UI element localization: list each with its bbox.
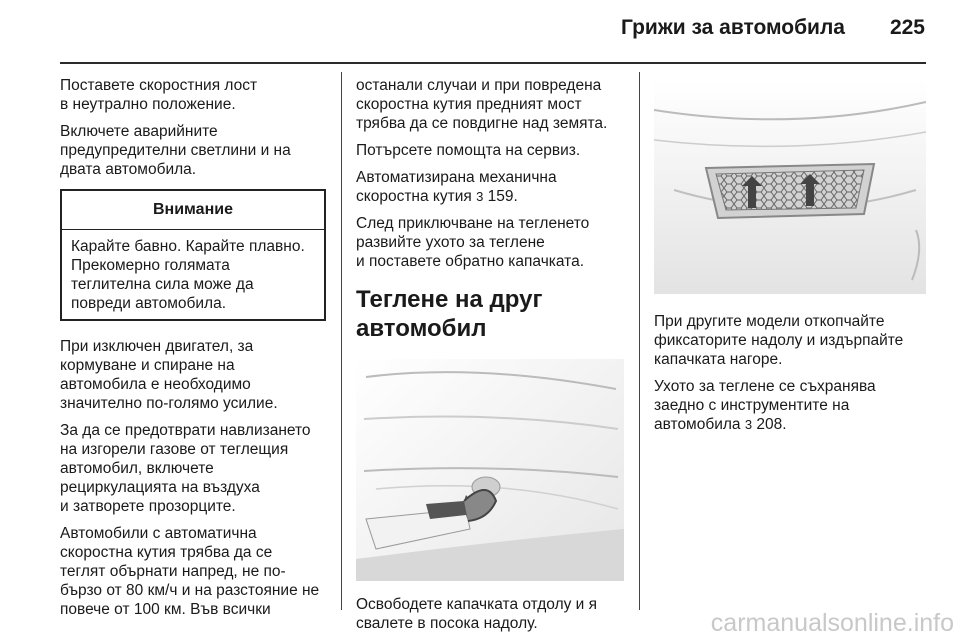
column-divider-1	[341, 72, 342, 610]
paragraph: Потърсете помощта на сервиз.	[356, 142, 581, 159]
column-1	[60, 76, 326, 627]
paragraph-text: Автоматизирана механична скоростна кутия	[356, 169, 557, 205]
column-divider-2	[639, 72, 640, 610]
paragraph-with-reference	[356, 168, 624, 206]
page-header-title: Грижи за автомобила	[620, 16, 845, 39]
paragraph: останали случаи и при повредена скоростна кутия предният мост трябва да се повдигне над земята.	[356, 77, 608, 132]
watermark: carmanualsonline.info	[710, 609, 954, 637]
warning-title: Внимание	[62, 191, 324, 230]
header-divider	[60, 62, 926, 64]
paragraph: При изключен двигател, за кормуване и спиране на автомобила е необходимо значително по-голямо усилие.	[60, 338, 278, 412]
paragraph: При другите модели откопчайте фиксаторите надолу и издърпайте капачката нагоре.	[654, 313, 904, 368]
paragraph: Автомобили с автоматична скоростна кутия трябва да се теглят обърнати напред, не по- бързо от 80 км/ч и на разстояние не повече от 100 км. Във всички	[60, 525, 320, 618]
warning-body: Карайте бавно. Карайте плавно. Прекомерно голямата теглителна сила може да повреди автомобила.	[71, 238, 305, 312]
paragraph-text: Ухото за теглене се съхранява заедно с инструментите на автомобила	[654, 378, 876, 433]
tow-eye-cover-illustration	[356, 359, 624, 581]
paragraph: За да се предотврати навлизането на изгорели газове от теглещия автомобил, включете рециркулацията на въздуха и затворете прозорците.	[60, 422, 311, 515]
section-heading: Теглене на друг автомобил	[356, 286, 543, 342]
page-reference-icon: 3	[744, 417, 753, 432]
figure-caption: Освободете капачката отдолу и я свалете в посока надолу.	[356, 596, 598, 632]
paragraph-with-reference	[654, 377, 926, 434]
paragraph: Включете аварийните предупредителни светлини и на двата автомобила.	[60, 123, 291, 178]
warning-box	[60, 189, 326, 321]
page-reference[interactable]: 159.	[483, 188, 518, 205]
page-number: 225	[889, 16, 925, 39]
paragraph: След приключване на тегленето развийте ухото за теглене и поставете обратно капачката.	[356, 215, 590, 270]
column-2	[356, 76, 624, 641]
page-reference[interactable]: 208.	[752, 416, 787, 433]
paragraph: Поставете скоростния лост в неутрално положение.	[60, 77, 258, 113]
bumper-grille-illustration	[654, 80, 926, 294]
page-reference-icon: 3	[476, 189, 484, 204]
column-3	[654, 76, 926, 442]
